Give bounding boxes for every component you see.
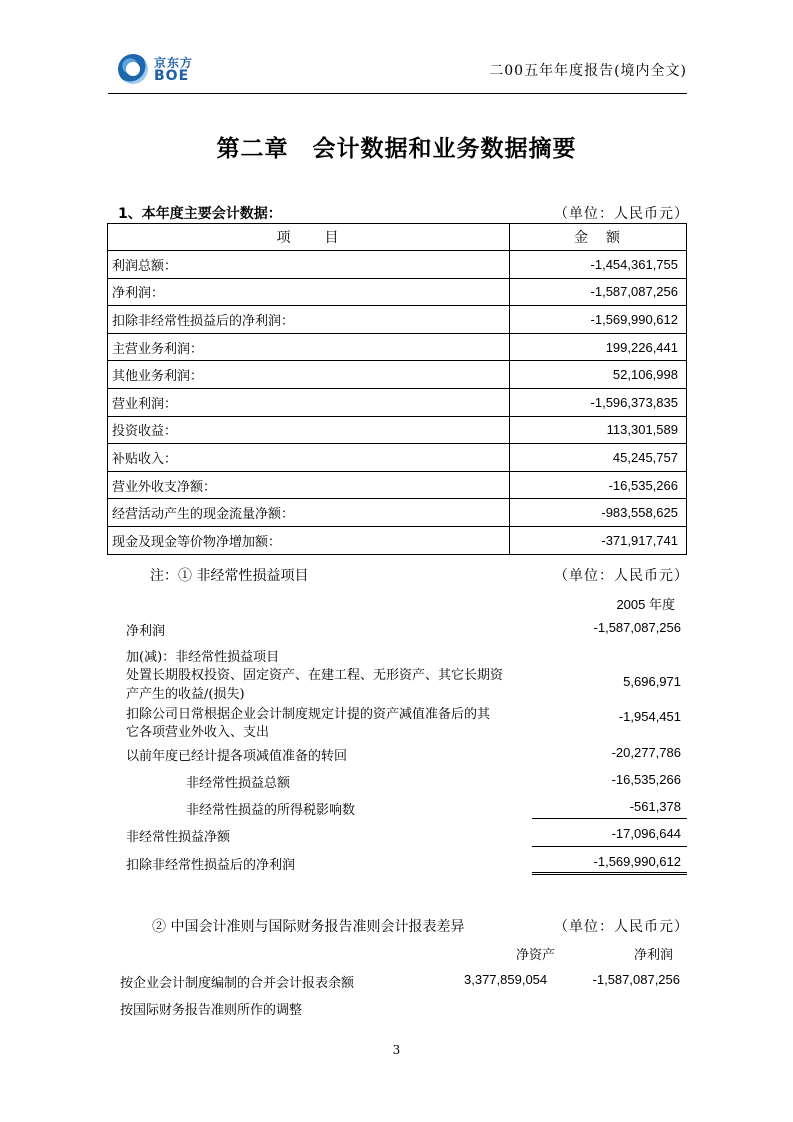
subtotal-rule (532, 818, 687, 819)
item1-label-line2: 产产生的收益/(损失) (126, 687, 245, 702)
note2-title: ② 中国会计准则与国际财务报告准则会计报表差异 (152, 919, 465, 935)
net-profit-label: 净利润 (126, 624, 166, 639)
logo-text-en: BOE (154, 68, 190, 84)
header-divider (108, 93, 687, 94)
net-nonrecurring-label: 非经常性损益净额 (126, 830, 231, 845)
table-row (108, 499, 687, 527)
item3-label: 以前年度已经计提各项减值准备的转回 (126, 749, 348, 764)
row-value: -1,569,990,612 (510, 306, 687, 334)
logo-emblem-icon (118, 54, 148, 84)
item2-label-line2: 它各项营业外收入、支出 (126, 725, 270, 740)
row-value: 113,301,589 (510, 416, 687, 444)
row-value: 45,245,757 (510, 444, 687, 472)
total-value: -16,535,266 (611, 772, 681, 787)
net-profit-value: -1,587,087,256 (593, 620, 681, 635)
table-row (108, 306, 687, 334)
row-label: 现金及现金等价物净增加额： (108, 526, 510, 554)
chapter-title: 第二章 会计数据和业务数据摘要 (216, 136, 577, 162)
total-rule (532, 846, 687, 847)
table-row (108, 333, 687, 361)
row-value: -1,454,361,755 (510, 251, 687, 279)
page-number: 3 (392, 1043, 401, 1057)
row-value: -16,535,266 (510, 471, 687, 499)
accounting-data-table (107, 223, 687, 555)
ifrs-adjustment-label: 按国际财务报告准则所作的调整 (120, 1003, 303, 1018)
table-row (108, 251, 687, 279)
row-label: 主营业务利润： (108, 333, 510, 361)
table-row (108, 416, 687, 444)
row-label: 补贴收入： (108, 444, 510, 472)
item1-value: 5,696,971 (623, 674, 681, 689)
row-value: -371,917,741 (510, 526, 687, 554)
item3-value: -20,277,786 (611, 745, 681, 760)
table-row (108, 471, 687, 499)
table-row (108, 444, 687, 472)
adjusted-profit-label: 扣除非经常性损益后的净利润 (126, 858, 296, 873)
row-value: -1,596,373,835 (510, 388, 687, 416)
table-row (108, 526, 687, 554)
column-header-item: 项 目 (108, 224, 510, 251)
row-value: -983,558,625 (510, 499, 687, 527)
company-logo (118, 54, 208, 88)
total-label: 非经常性损益总额 (186, 776, 291, 791)
table-row (108, 278, 687, 306)
table-header-row (108, 224, 687, 251)
row-label: 净利润： (108, 278, 510, 306)
row-value: -1,587,087,256 (510, 278, 687, 306)
row-value: 52,106,998 (510, 361, 687, 389)
logo-text-cn: 京东方 (154, 56, 194, 70)
note2-unit: （单位：人民币元） (554, 919, 689, 935)
item1-label-line1: 处置长期股权投资、固定资产、在建工程、无形资产、其它长期资 (126, 668, 504, 683)
table-row (108, 361, 687, 389)
row-label: 投资收益： (108, 416, 510, 444)
row-label: 营业外收支净额： (108, 471, 510, 499)
note1-unit: （单位：人民币元） (554, 568, 689, 584)
row-label: 其他业务利润： (108, 361, 510, 389)
section1-unit: （单位：人民币元） (554, 206, 689, 222)
column-header-amount: 金 额 (510, 224, 687, 251)
tax-value: -561,378 (629, 799, 681, 814)
reconciliation-net-assets: 3,377,859,054 (464, 972, 548, 987)
tax-label: 非经常性损益的所得税影响数 (186, 803, 356, 818)
row-label: 扣除非经常性损益后的净利润： (108, 306, 510, 334)
table-row (108, 388, 687, 416)
column-header-net-profit: 净利润 (634, 948, 674, 963)
note1-title: 注：① 非经常性损益项目 (150, 568, 309, 584)
row-label: 营业利润： (108, 388, 510, 416)
row-label: 利润总额： (108, 251, 510, 279)
year-column-header: 2005 年度 (616, 597, 675, 612)
row-value: 199,226,441 (510, 333, 687, 361)
section1-heading: 1、本年度主要会计数据： (118, 206, 282, 222)
adjusted-profit-value: -1,569,990,612 (593, 854, 681, 869)
column-header-net-assets: 净资产 (516, 948, 556, 963)
final-double-rule (532, 872, 687, 875)
reconciliation-row-label: 按企业会计制度编制的合并会计报表余额 (120, 976, 355, 991)
item2-value: -1,954,451 (618, 709, 681, 724)
item2-label-line1: 扣除公司日常根据企业会计制度规定计提的资产减值准备后的其 (126, 707, 491, 722)
reconciliation-net-profit: -1,587,087,256 (592, 972, 680, 987)
row-label: 经营活动产生的现金流量净额： (108, 499, 510, 527)
report-title: 二00五年年度报告(境内全文) (489, 63, 687, 79)
add-items-label: 加(减)：非经常性损益项目 (126, 650, 280, 665)
net-nonrecurring-value: -17,096,644 (611, 826, 681, 841)
